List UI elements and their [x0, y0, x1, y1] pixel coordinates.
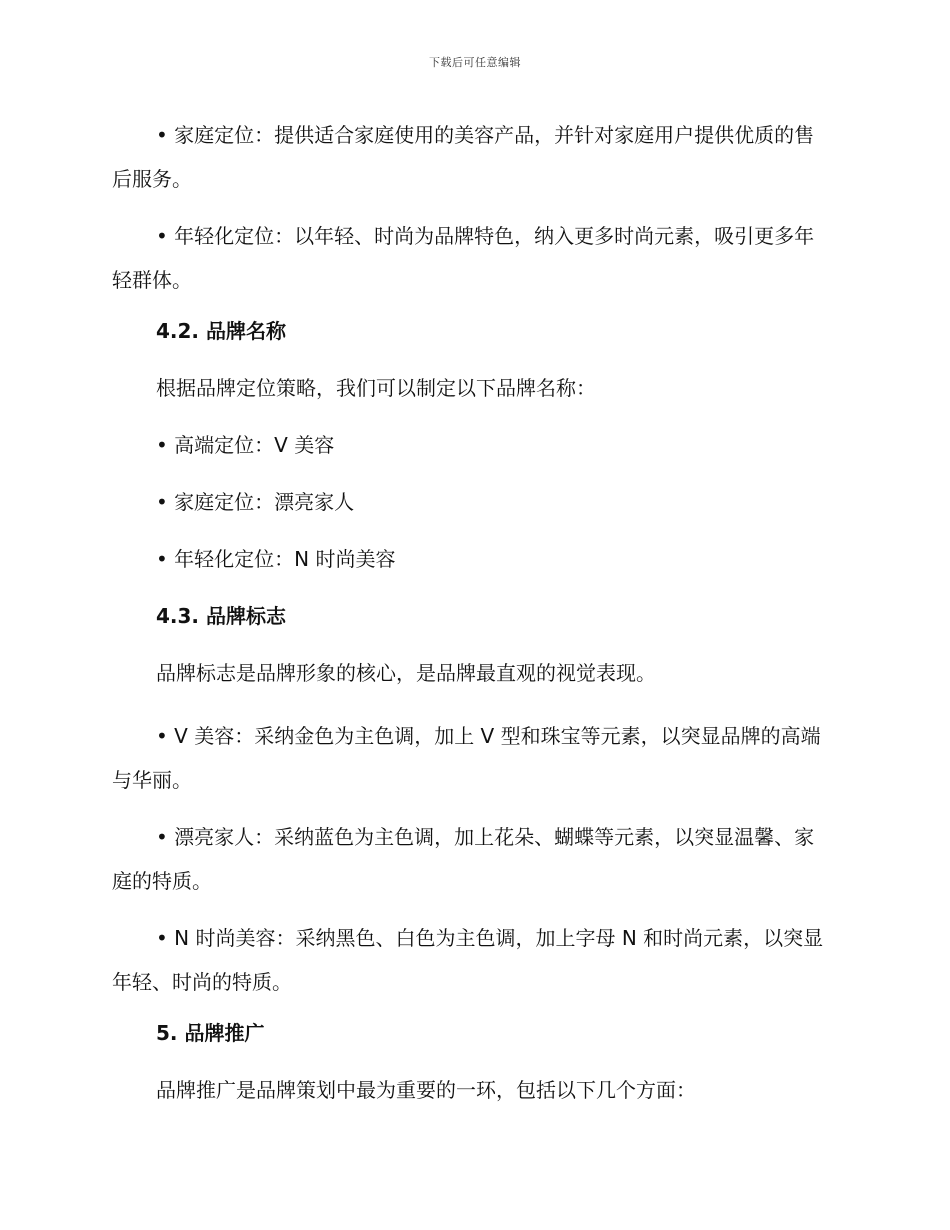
header-note: 下载后可任意编辑	[429, 56, 521, 69]
brand-logo-intro: 品牌标志是品牌形象的核心，是品牌最直观的视觉表现。	[156, 661, 656, 685]
logo-pretty-family: • 漂亮家人：采纳蓝色为主色调，加上花朵、蝴蝶等元素，以突显温馨、家庭的特质。	[112, 825, 815, 893]
logo-v-beauty: • V 美容：采纳金色为主色调，加上 V 型和珠宝等元素，以突显品牌的高端与华丽。	[112, 724, 821, 792]
bullet-youth-positioning: • 年轻化定位：以年轻、时尚为品牌特色，纳入更多时尚元素，吸引更多年轻群体。	[112, 224, 815, 292]
logo-n-fashion-beauty: • N 时尚美容：采纳黑色、白色为主色调，加上字母 N 和时尚元素，以突显年轻、时尚的特质。	[112, 926, 824, 994]
section-heading-brand-logo: 4.3. 品牌标志	[156, 604, 286, 628]
brand-promotion-intro: 品牌推广是品牌策划中最为重要的一环，包括以下几个方面：	[156, 1078, 696, 1102]
section-heading-brand-promotion: 5. 品牌推广	[156, 1021, 265, 1045]
brand-name-high-end: • 高端定位：V 美容	[156, 433, 335, 457]
brand-name-family: • 家庭定位：漂亮家人	[156, 490, 355, 514]
document-body	[112, 113, 824, 1131]
brand-name-youth: • 年轻化定位：N 时尚美容	[156, 547, 396, 571]
brand-name-intro: 根据品牌定位策略，我们可以制定以下品牌名称：	[156, 376, 596, 400]
bullet-family-positioning: • 家庭定位：提供适合家庭使用的美容产品，并针对家庭用户提供优质的售后服务。	[112, 123, 815, 191]
section-heading-brand-name: 4.2. 品牌名称	[156, 319, 286, 343]
